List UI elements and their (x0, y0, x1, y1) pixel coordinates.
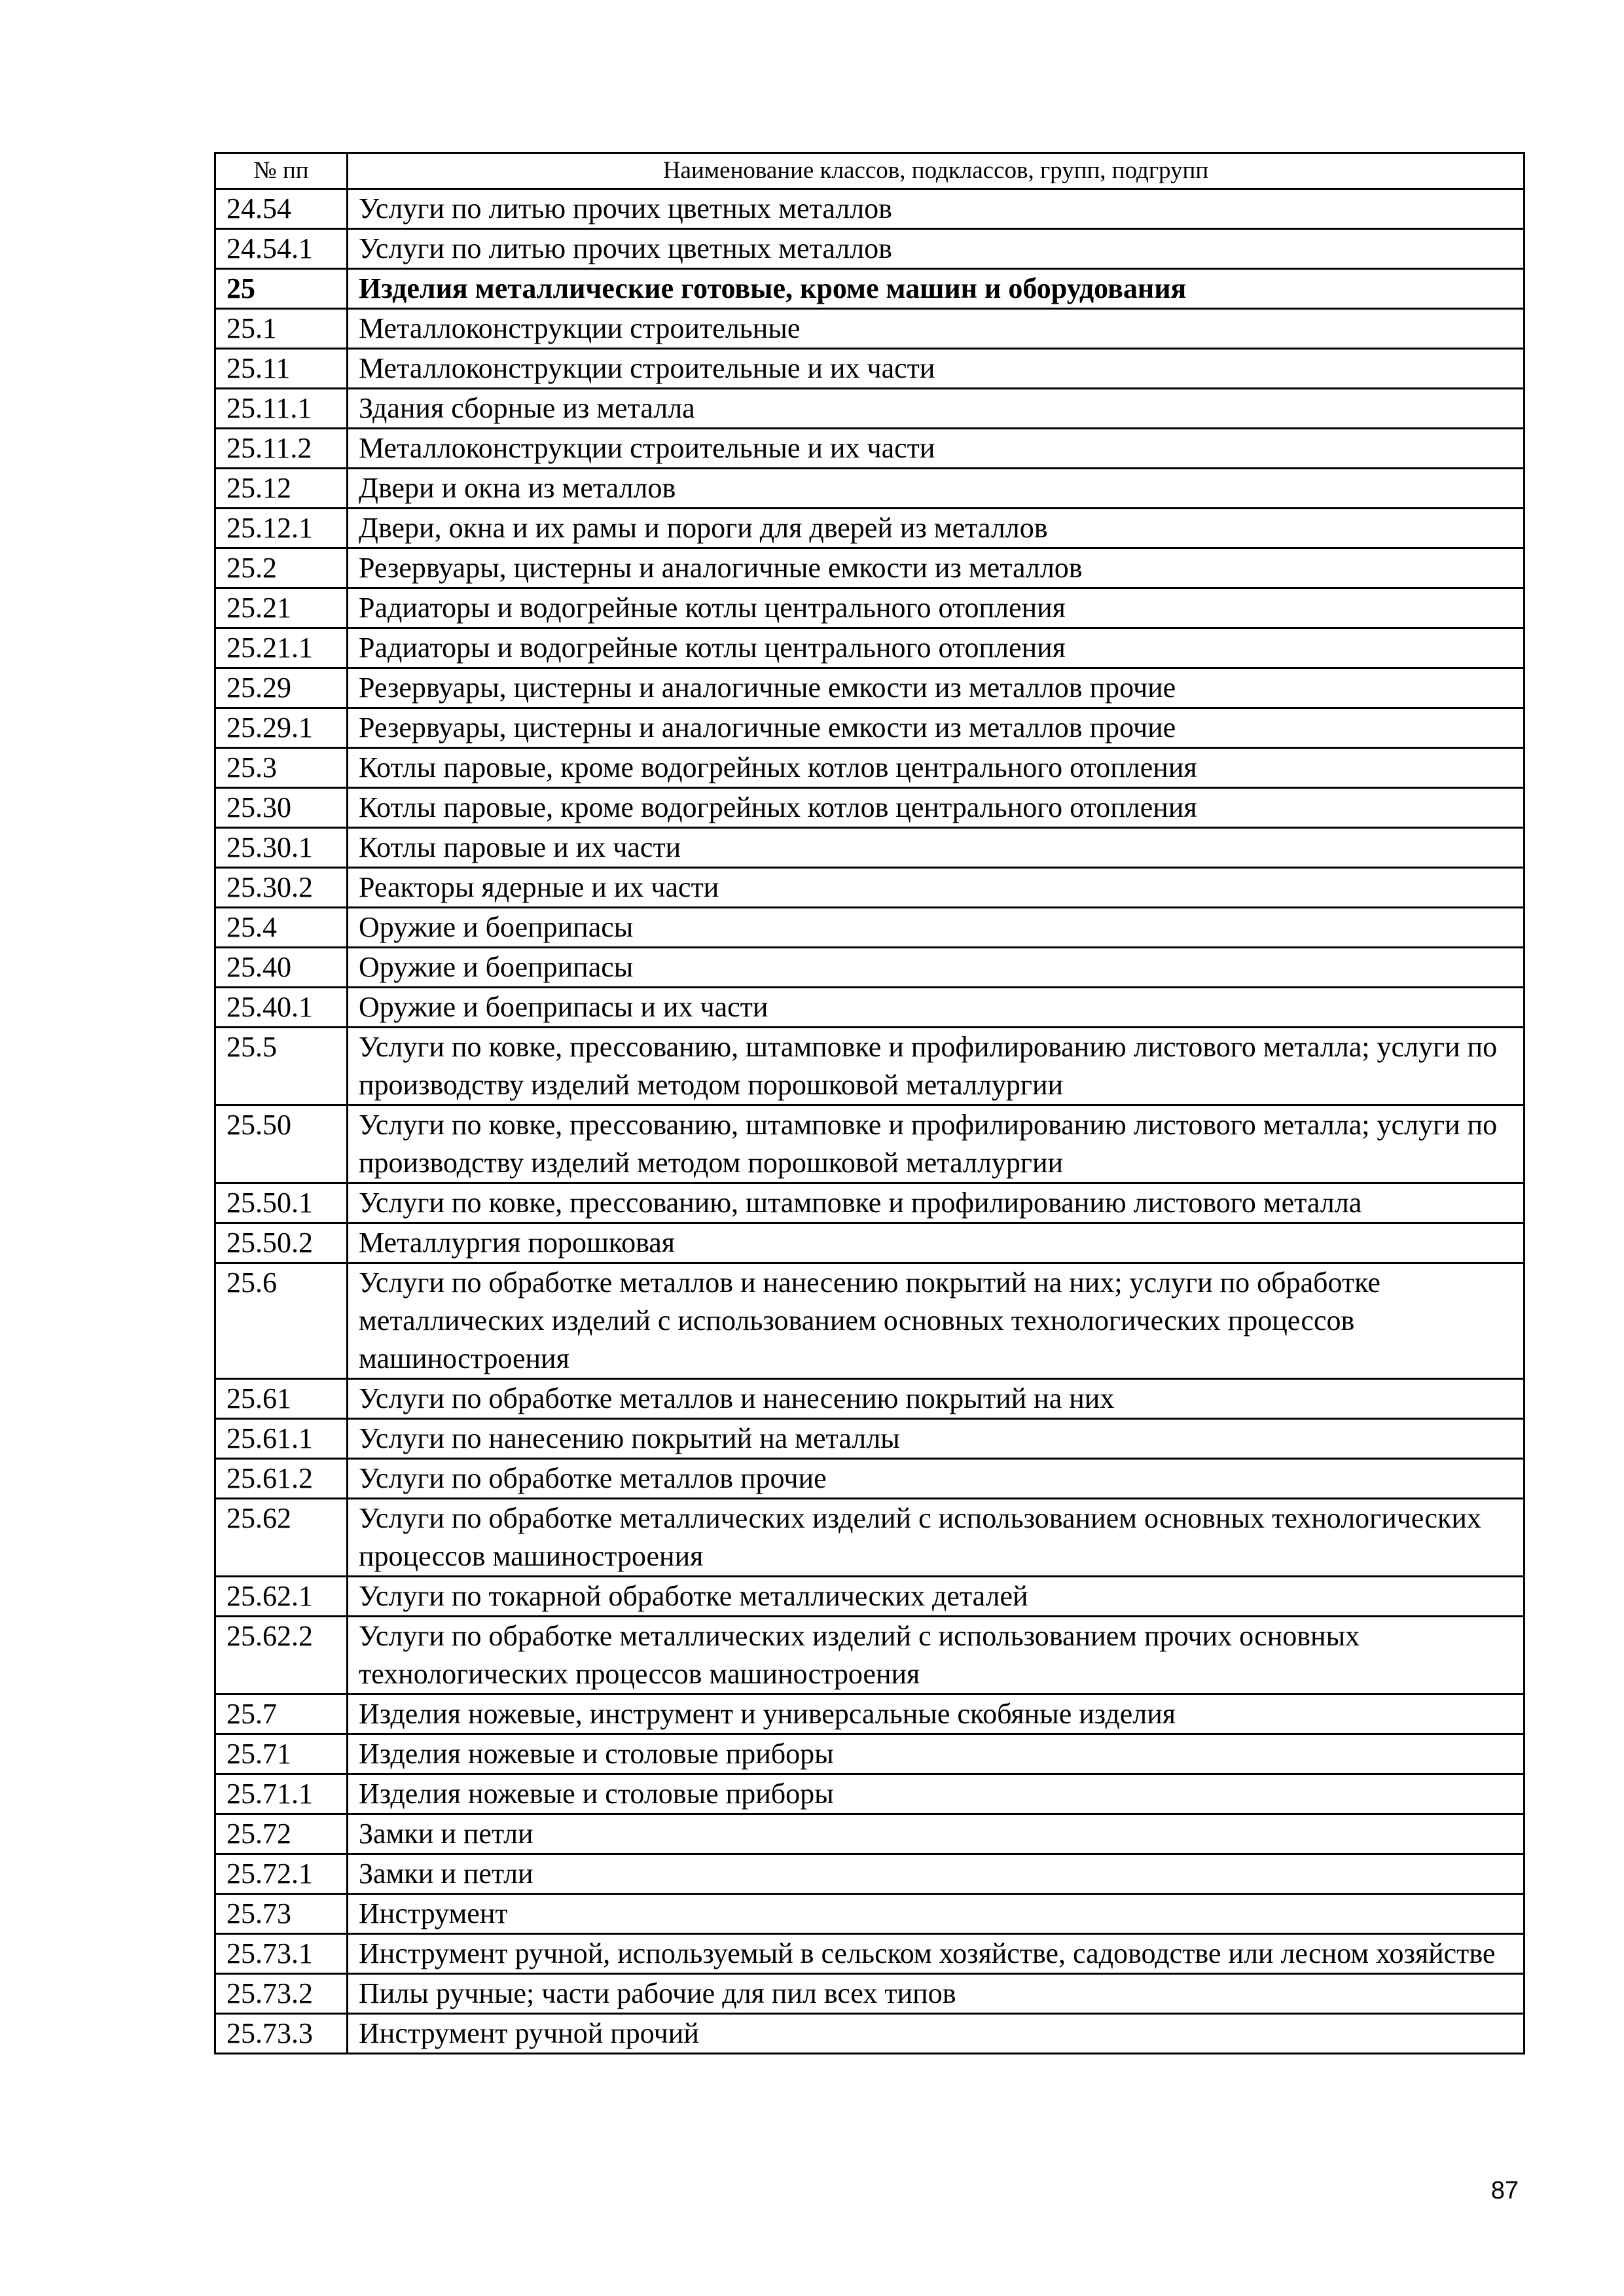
row-code: 25.50.1 (215, 1183, 348, 1223)
row-name: Услуги по обработке металлических изделий с использованием прочих основных технологических процессов машиностроения (348, 1617, 1525, 1695)
row-code: 25.12.1 (215, 509, 348, 548)
row-code: 25.61.1 (215, 1419, 348, 1459)
table-row (215, 1419, 1525, 1459)
row-code: 25 (215, 269, 348, 309)
table-row (215, 1934, 1525, 1974)
row-name: Услуги по нанесению покрытий на металлы (348, 1419, 1525, 1459)
table-row (215, 1974, 1525, 2014)
row-code: 25.40.1 (215, 988, 348, 1028)
row-name: Услуги по литью прочих цветных металлов (348, 189, 1525, 229)
table-row (215, 1617, 1525, 1695)
row-name: Услуги по ковке, прессованию, штамповке и профилированию листового металла; услуги по производству изделий методом порошковой металлургии (348, 1028, 1525, 1105)
row-code: 25.29 (215, 668, 348, 708)
table-row (215, 588, 1525, 628)
table-row (215, 2014, 1525, 2054)
row-name: Здания сборные из металла (348, 389, 1525, 429)
table-row (215, 788, 1525, 828)
table-row (215, 548, 1525, 588)
table-row (215, 509, 1525, 548)
row-code: 25.61 (215, 1379, 348, 1419)
row-name: Металлоконструкции строительные и их части (348, 349, 1525, 389)
row-code: 25.12 (215, 469, 348, 509)
row-code: 25.40 (215, 948, 348, 988)
row-name: Услуги по ковке, прессованию, штамповке и профилированию листового металла; услуги по производству изделий методом порошковой металлургии (348, 1105, 1525, 1183)
table-row (215, 1028, 1525, 1105)
row-code: 25.62 (215, 1499, 348, 1577)
row-code: 25.62.1 (215, 1577, 348, 1617)
table-row (215, 389, 1525, 429)
table-row (215, 269, 1525, 309)
row-code: 25.73 (215, 1894, 348, 1934)
row-name: Радиаторы и водогрейные котлы центрального отопления (348, 588, 1525, 628)
table-row (215, 1105, 1525, 1183)
row-code: 24.54.1 (215, 229, 348, 269)
row-code: 25.50 (215, 1105, 348, 1183)
page-number: 87 (1490, 2177, 1519, 2204)
row-name: Котлы паровые, кроме водогрейных котлов центрального отопления (348, 748, 1525, 788)
row-name: Двери, окна и их рамы и пороги для дверей из металлов (348, 509, 1525, 548)
row-name: Услуги по ковке, прессованию, штамповке и профилированию листового металла (348, 1183, 1525, 1223)
table-row (215, 1379, 1525, 1419)
table-row (215, 349, 1525, 389)
row-code: 25.29.1 (215, 708, 348, 748)
row-code: 25.30.2 (215, 868, 348, 908)
row-name: Оружие и боеприпасы (348, 948, 1525, 988)
header-name: Наименование классов, подклассов, групп, подгрупп (348, 153, 1525, 189)
table-body (215, 189, 1525, 2054)
table-row (215, 1814, 1525, 1854)
row-name: Замки и петли (348, 1854, 1525, 1894)
row-name: Радиаторы и водогрейные котлы центрального отопления (348, 628, 1525, 668)
row-name: Изделия металлические готовые, кроме машин и оборудования (348, 269, 1525, 309)
table-row (215, 189, 1525, 229)
table-row (215, 469, 1525, 509)
table-row (215, 1734, 1525, 1774)
row-code: 25.30.1 (215, 828, 348, 868)
table-row (215, 1774, 1525, 1814)
row-name: Услуги по литью прочих цветных металлов (348, 229, 1525, 269)
row-name: Резервуары, цистерны и аналогичные емкости из металлов (348, 548, 1525, 588)
row-name: Услуги по обработке металлов и нанесению покрытий на них (348, 1379, 1525, 1419)
table-row (215, 1695, 1525, 1734)
row-name: Реакторы ядерные и их части (348, 868, 1525, 908)
table-row (215, 429, 1525, 469)
row-name: Оружие и боеприпасы (348, 908, 1525, 948)
row-name: Двери и окна из металлов (348, 469, 1525, 509)
row-name: Услуги по обработке металлов и нанесению покрытий на них; услуги по обработке металлических изделий с использованием основных технологических процессов машиностроения (348, 1263, 1525, 1379)
table-row (215, 868, 1525, 908)
table-row (215, 309, 1525, 349)
table-row (215, 1577, 1525, 1617)
row-code: 25.21 (215, 588, 348, 628)
row-name: Инструмент ручной прочий (348, 2014, 1525, 2054)
row-name: Замки и петли (348, 1814, 1525, 1854)
row-code: 25.50.2 (215, 1223, 348, 1263)
row-code: 25.73.1 (215, 1934, 348, 1974)
row-code: 25.4 (215, 908, 348, 948)
row-code: 25.11.1 (215, 389, 348, 429)
table-row (215, 748, 1525, 788)
row-code: 25.5 (215, 1028, 348, 1105)
row-name: Изделия ножевые и столовые приборы (348, 1734, 1525, 1774)
row-code: 25.73.3 (215, 2014, 348, 2054)
table-row (215, 948, 1525, 988)
row-name: Пилы ручные; части рабочие для пил всех типов (348, 1974, 1525, 2014)
row-code: 25.71 (215, 1734, 348, 1774)
row-name: Инструмент (348, 1894, 1525, 1934)
row-code: 25.62.2 (215, 1617, 348, 1695)
table-row (215, 988, 1525, 1028)
table-row (215, 1894, 1525, 1934)
row-code: 25.30 (215, 788, 348, 828)
row-code: 25.3 (215, 748, 348, 788)
row-name: Металлургия порошковая (348, 1223, 1525, 1263)
row-name: Резервуары, цистерны и аналогичные емкости из металлов прочие (348, 708, 1525, 748)
row-code: 25.73.2 (215, 1974, 348, 2014)
row-code: 25.2 (215, 548, 348, 588)
row-code: 25.71.1 (215, 1774, 348, 1814)
row-code: 25.6 (215, 1263, 348, 1379)
row-name: Изделия ножевые и столовые приборы (348, 1774, 1525, 1814)
table-header-row (215, 153, 1525, 189)
row-name: Изделия ножевые, инструмент и универсальные скобяные изделия (348, 1695, 1525, 1734)
row-code: 25.1 (215, 309, 348, 349)
table-row (215, 229, 1525, 269)
row-name: Услуги по обработке металлических изделий с использованием основных технологических процессов машиностроения (348, 1499, 1525, 1577)
row-name: Котлы паровые и их части (348, 828, 1525, 868)
row-name: Инструмент ручной, используемый в сельском хозяйстве, садоводстве или лесном хозяйстве (348, 1934, 1525, 1974)
row-name: Котлы паровые, кроме водогрейных котлов центрального отопления (348, 788, 1525, 828)
table-row (215, 908, 1525, 948)
row-code: 25.7 (215, 1695, 348, 1734)
row-code: 25.72.1 (215, 1854, 348, 1894)
row-code: 25.11 (215, 349, 348, 389)
row-name: Оружие и боеприпасы и их части (348, 988, 1525, 1028)
table-row (215, 1263, 1525, 1379)
table-row (215, 1183, 1525, 1223)
row-name: Услуги по токарной обработке металлических деталей (348, 1577, 1525, 1617)
table-row (215, 1854, 1525, 1894)
row-name: Резервуары, цистерны и аналогичные емкости из металлов прочие (348, 668, 1525, 708)
table-row (215, 828, 1525, 868)
row-code: 24.54 (215, 189, 348, 229)
row-name: Услуги по обработке металлов прочие (348, 1459, 1525, 1499)
table-row (215, 628, 1525, 668)
table-row (215, 708, 1525, 748)
row-code: 25.21.1 (215, 628, 348, 668)
classification-table (214, 152, 1525, 2054)
table-row (215, 1223, 1525, 1263)
row-name: Металлоконструкции строительные (348, 309, 1525, 349)
table-row (215, 1499, 1525, 1577)
table-row (215, 668, 1525, 708)
header-code: № пп (215, 153, 348, 189)
row-name: Металлоконструкции строительные и их части (348, 429, 1525, 469)
table-row (215, 1459, 1525, 1499)
row-code: 25.61.2 (215, 1459, 348, 1499)
row-code: 25.72 (215, 1814, 348, 1854)
row-code: 25.11.2 (215, 429, 348, 469)
